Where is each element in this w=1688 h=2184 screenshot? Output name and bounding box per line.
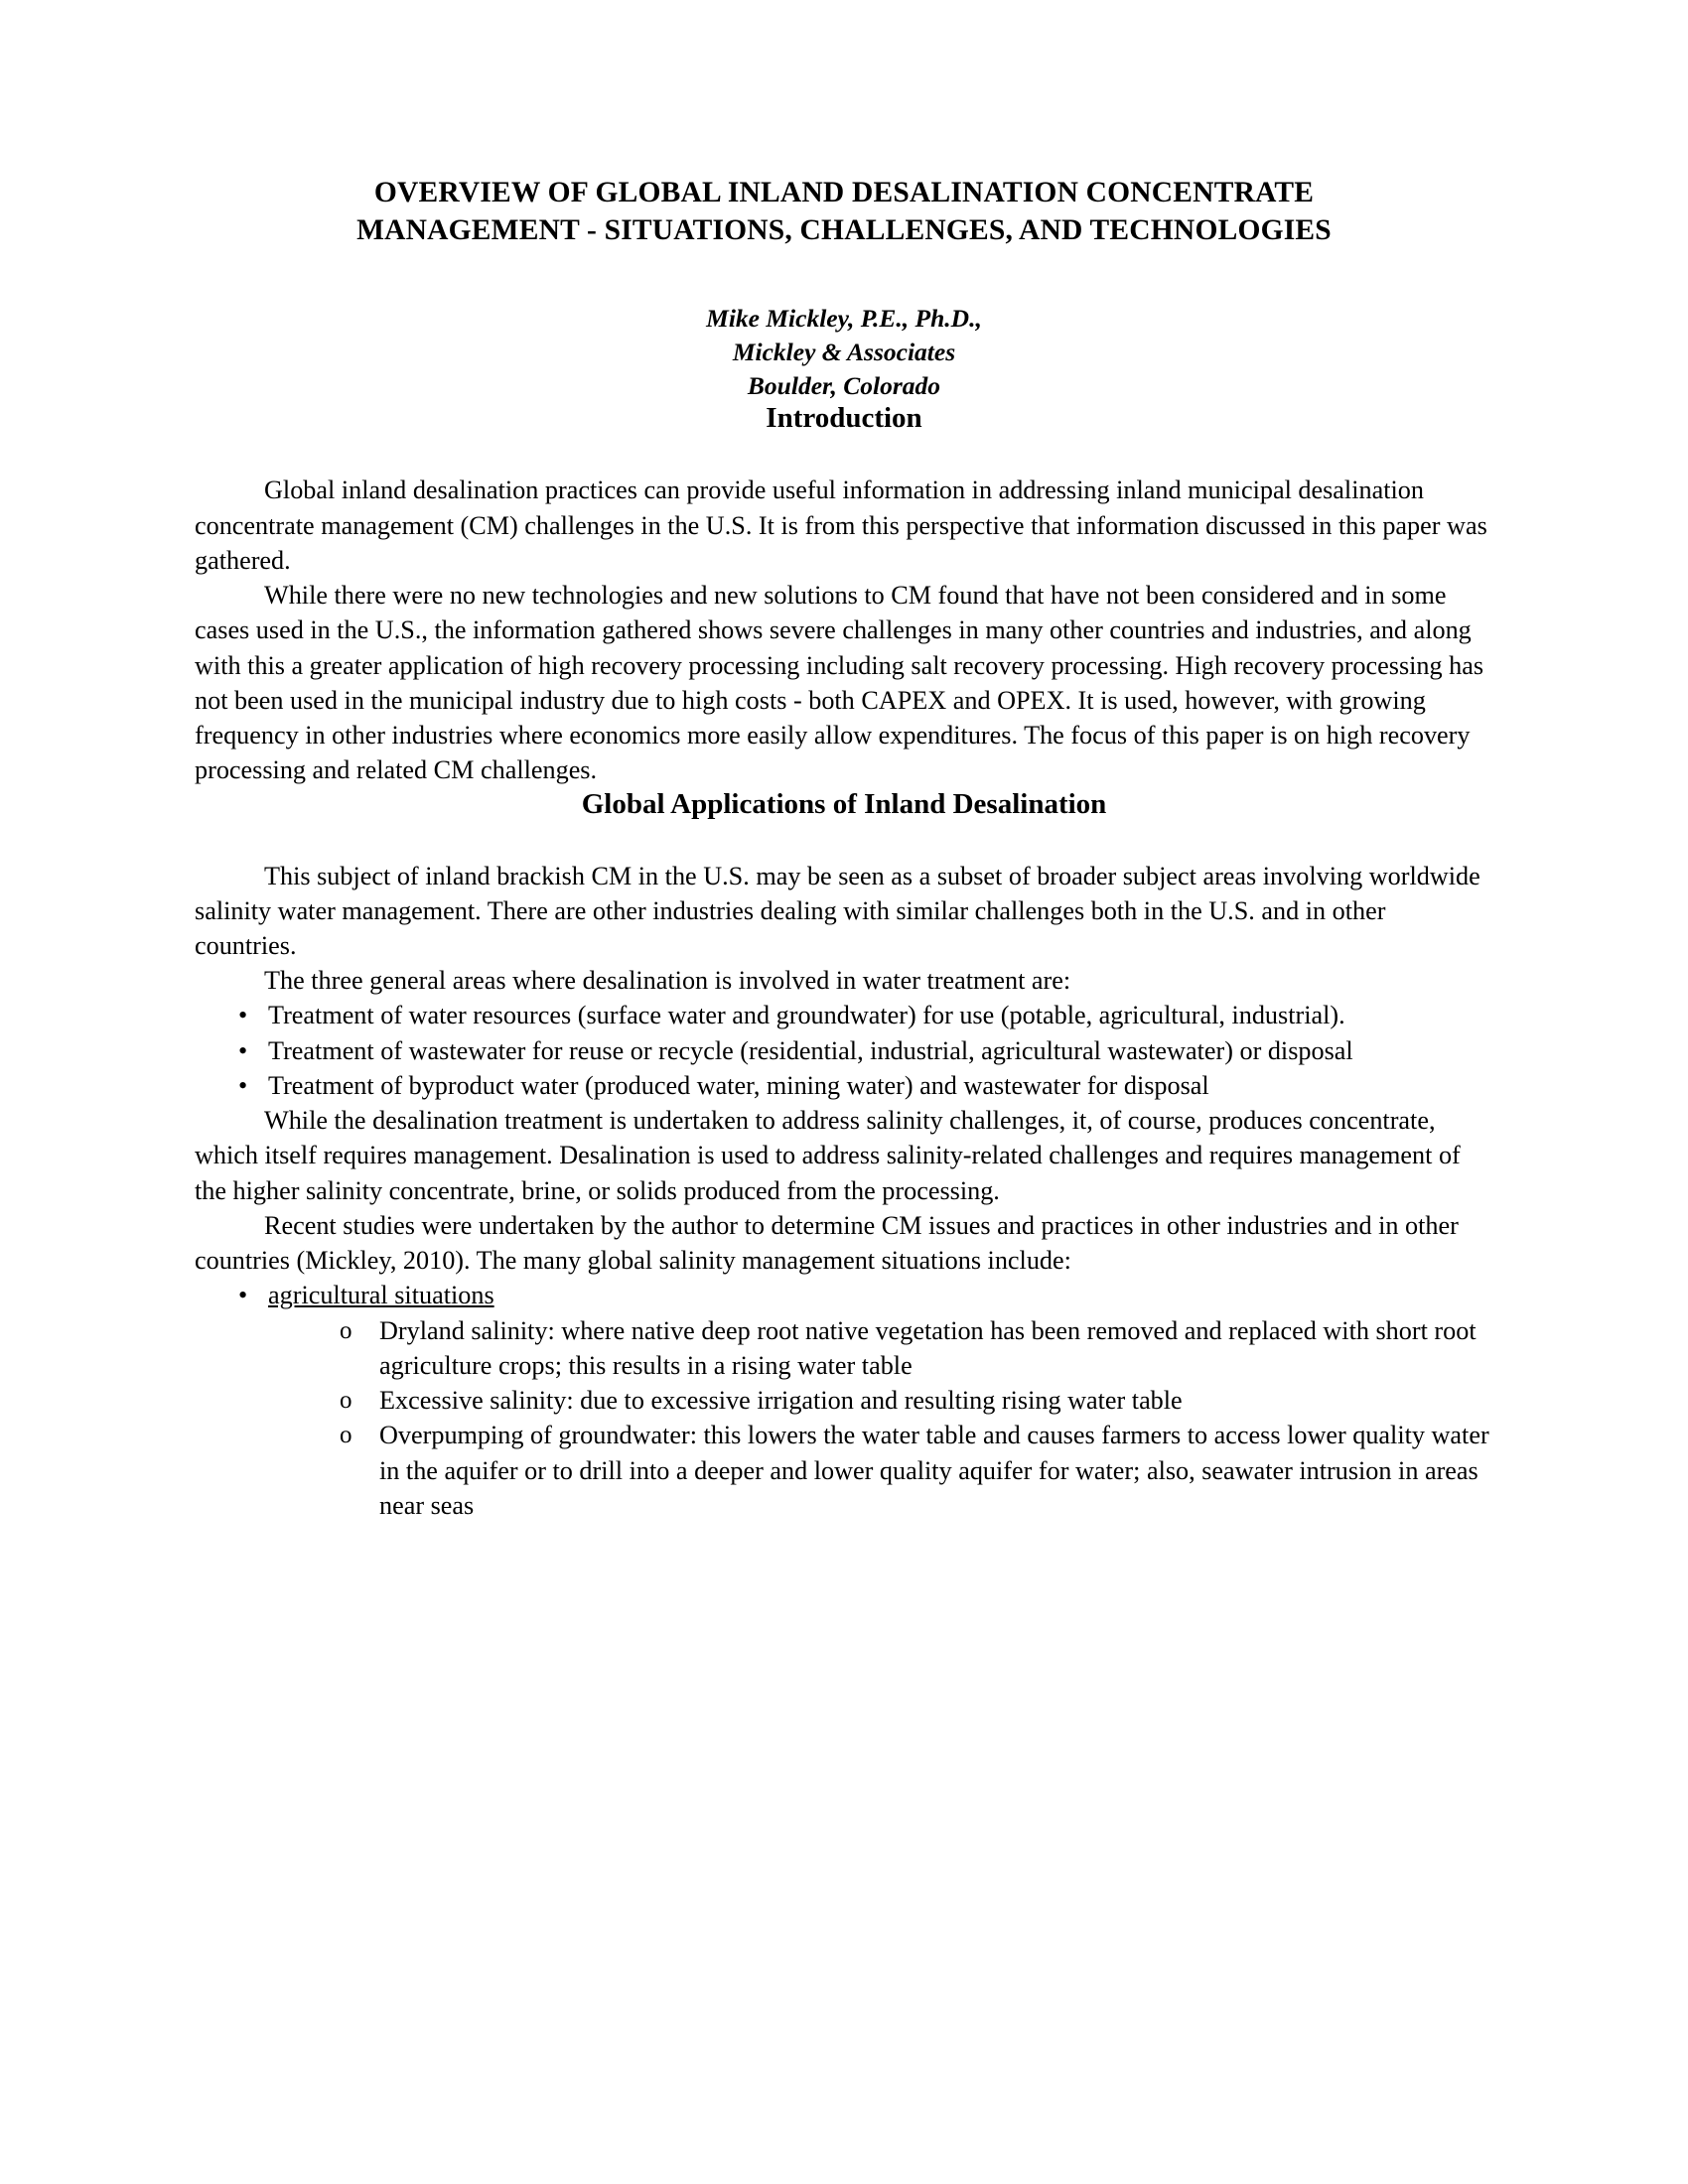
bullet-icon: •	[238, 1281, 248, 1310]
list-item-text: Treatment of water resources (surface water and groundwater) for use (potable, agricultural, industrial).	[268, 1001, 1345, 1030]
agricultural-situations-sublist	[195, 1313, 1493, 1523]
list-item	[195, 1033, 1493, 1068]
global-paragraph-4: Recent studies were undertaken by the author to determine CM issues and practices in other industries and in other countries (Mickley, 2010). The many global salinity management situations include:	[195, 1210, 1459, 1276]
circle-bullet-icon: o	[340, 1422, 352, 1449]
section-heading-global-applications: Global Applications of Inland Desalination	[581, 787, 1107, 820]
list-item-text: Treatment of byproduct water (produced water, mining water) and wastewater for disposal	[268, 1070, 1209, 1100]
global-paragraph-2: The three general areas where desalination is involved in water treatment are:	[264, 966, 1071, 996]
author-name: Mike Mickley, P.E., Ph.D.,	[706, 303, 982, 333]
title-line-2: MANAGEMENT - SITUATIONS, CHALLENGES, AND TECHNOLOGIES	[356, 214, 1332, 247]
bullet-icon: •	[238, 1070, 248, 1100]
list-item-text: Excessive salinity: due to excessive irrigation and resulting rising water table	[379, 1386, 1183, 1416]
global-paragraph-3: While the desalination treatment is undertaken to address salinity challenges, it, of course, produces concentrate, which itself requires management. Desalination is used to address salinity-related challenges and requires management of the higher salinity concentrate, brine, or solids produced from the processing.	[195, 1106, 1461, 1205]
list-item-text: Overpumping of groundwater: this lowers the water table and causes farmers to access lower quality water in the aquifer or to drill into a deeper and lower quality aquifer for water; also, seawater intrusion in areas near seas	[379, 1421, 1489, 1520]
global-paragraph-1: This subject of inland brackish CM in the U.S. may be seen as a subset of broader subject areas involving worldwide salinity water management. There are other industries dealing with similar challenges both in the U.S. and in other countries.	[195, 861, 1480, 960]
title-line-1: OVERVIEW OF GLOBAL INLAND DESALINATION CONCENTRATE	[373, 177, 1315, 208]
list-item	[195, 1418, 1493, 1523]
list-item	[195, 998, 1493, 1032]
circle-bullet-icon: o	[340, 1316, 352, 1344]
intro-paragraph-2: While there were no new technologies and new solutions to CM found that have not been considered and in some cases used in the U.S., the information gathered shows severe challenges in many other countries and industries, and along with this a greater application of high recovery processing including salt recovery processing. High recovery processing has not been used in the municipal industry due to high costs - both CAPEX and OPEX. It is used, however, with growing frequency in other industries where economics more easily allow expenditures. The focus of this paper is on high recovery processing and related CM challenges.	[195, 581, 1484, 785]
author-location: Boulder, Colorado	[747, 370, 941, 400]
author-byline	[195, 302, 1493, 403]
treatment-areas-list	[195, 998, 1493, 1103]
list-item-text: Dryland salinity: where native deep root native vegetation has been removed and replaced with short root agriculture crops; this results in a rising water table	[379, 1315, 1477, 1380]
list-item	[195, 1068, 1493, 1103]
bullet-icon: •	[238, 1035, 248, 1065]
intro-paragraph-1: Global inland desalination practices can provide useful information in addressing inland municipal desalination concentrate management (CM) challenges in the U.S. It is from this perspective that information discussed in this paper was gathered.	[195, 476, 1487, 575]
circle-bullet-icon: o	[340, 1387, 352, 1415]
salinity-situations-list	[195, 1278, 1493, 1312]
list-item	[195, 1278, 1493, 1312]
list-item-text: agricultural situations	[268, 1281, 494, 1310]
page-title	[195, 174, 1493, 250]
bullet-icon: •	[238, 1001, 248, 1030]
list-item	[195, 1313, 1493, 1383]
list-item-text: Treatment of wastewater for reuse or recycle (residential, industrial, agricultural wastewater) or disposal	[268, 1035, 1353, 1065]
section-heading-introduction: Introduction	[766, 402, 922, 435]
list-item	[195, 1383, 1493, 1418]
author-affiliation: Mickley & Associates	[732, 337, 956, 366]
